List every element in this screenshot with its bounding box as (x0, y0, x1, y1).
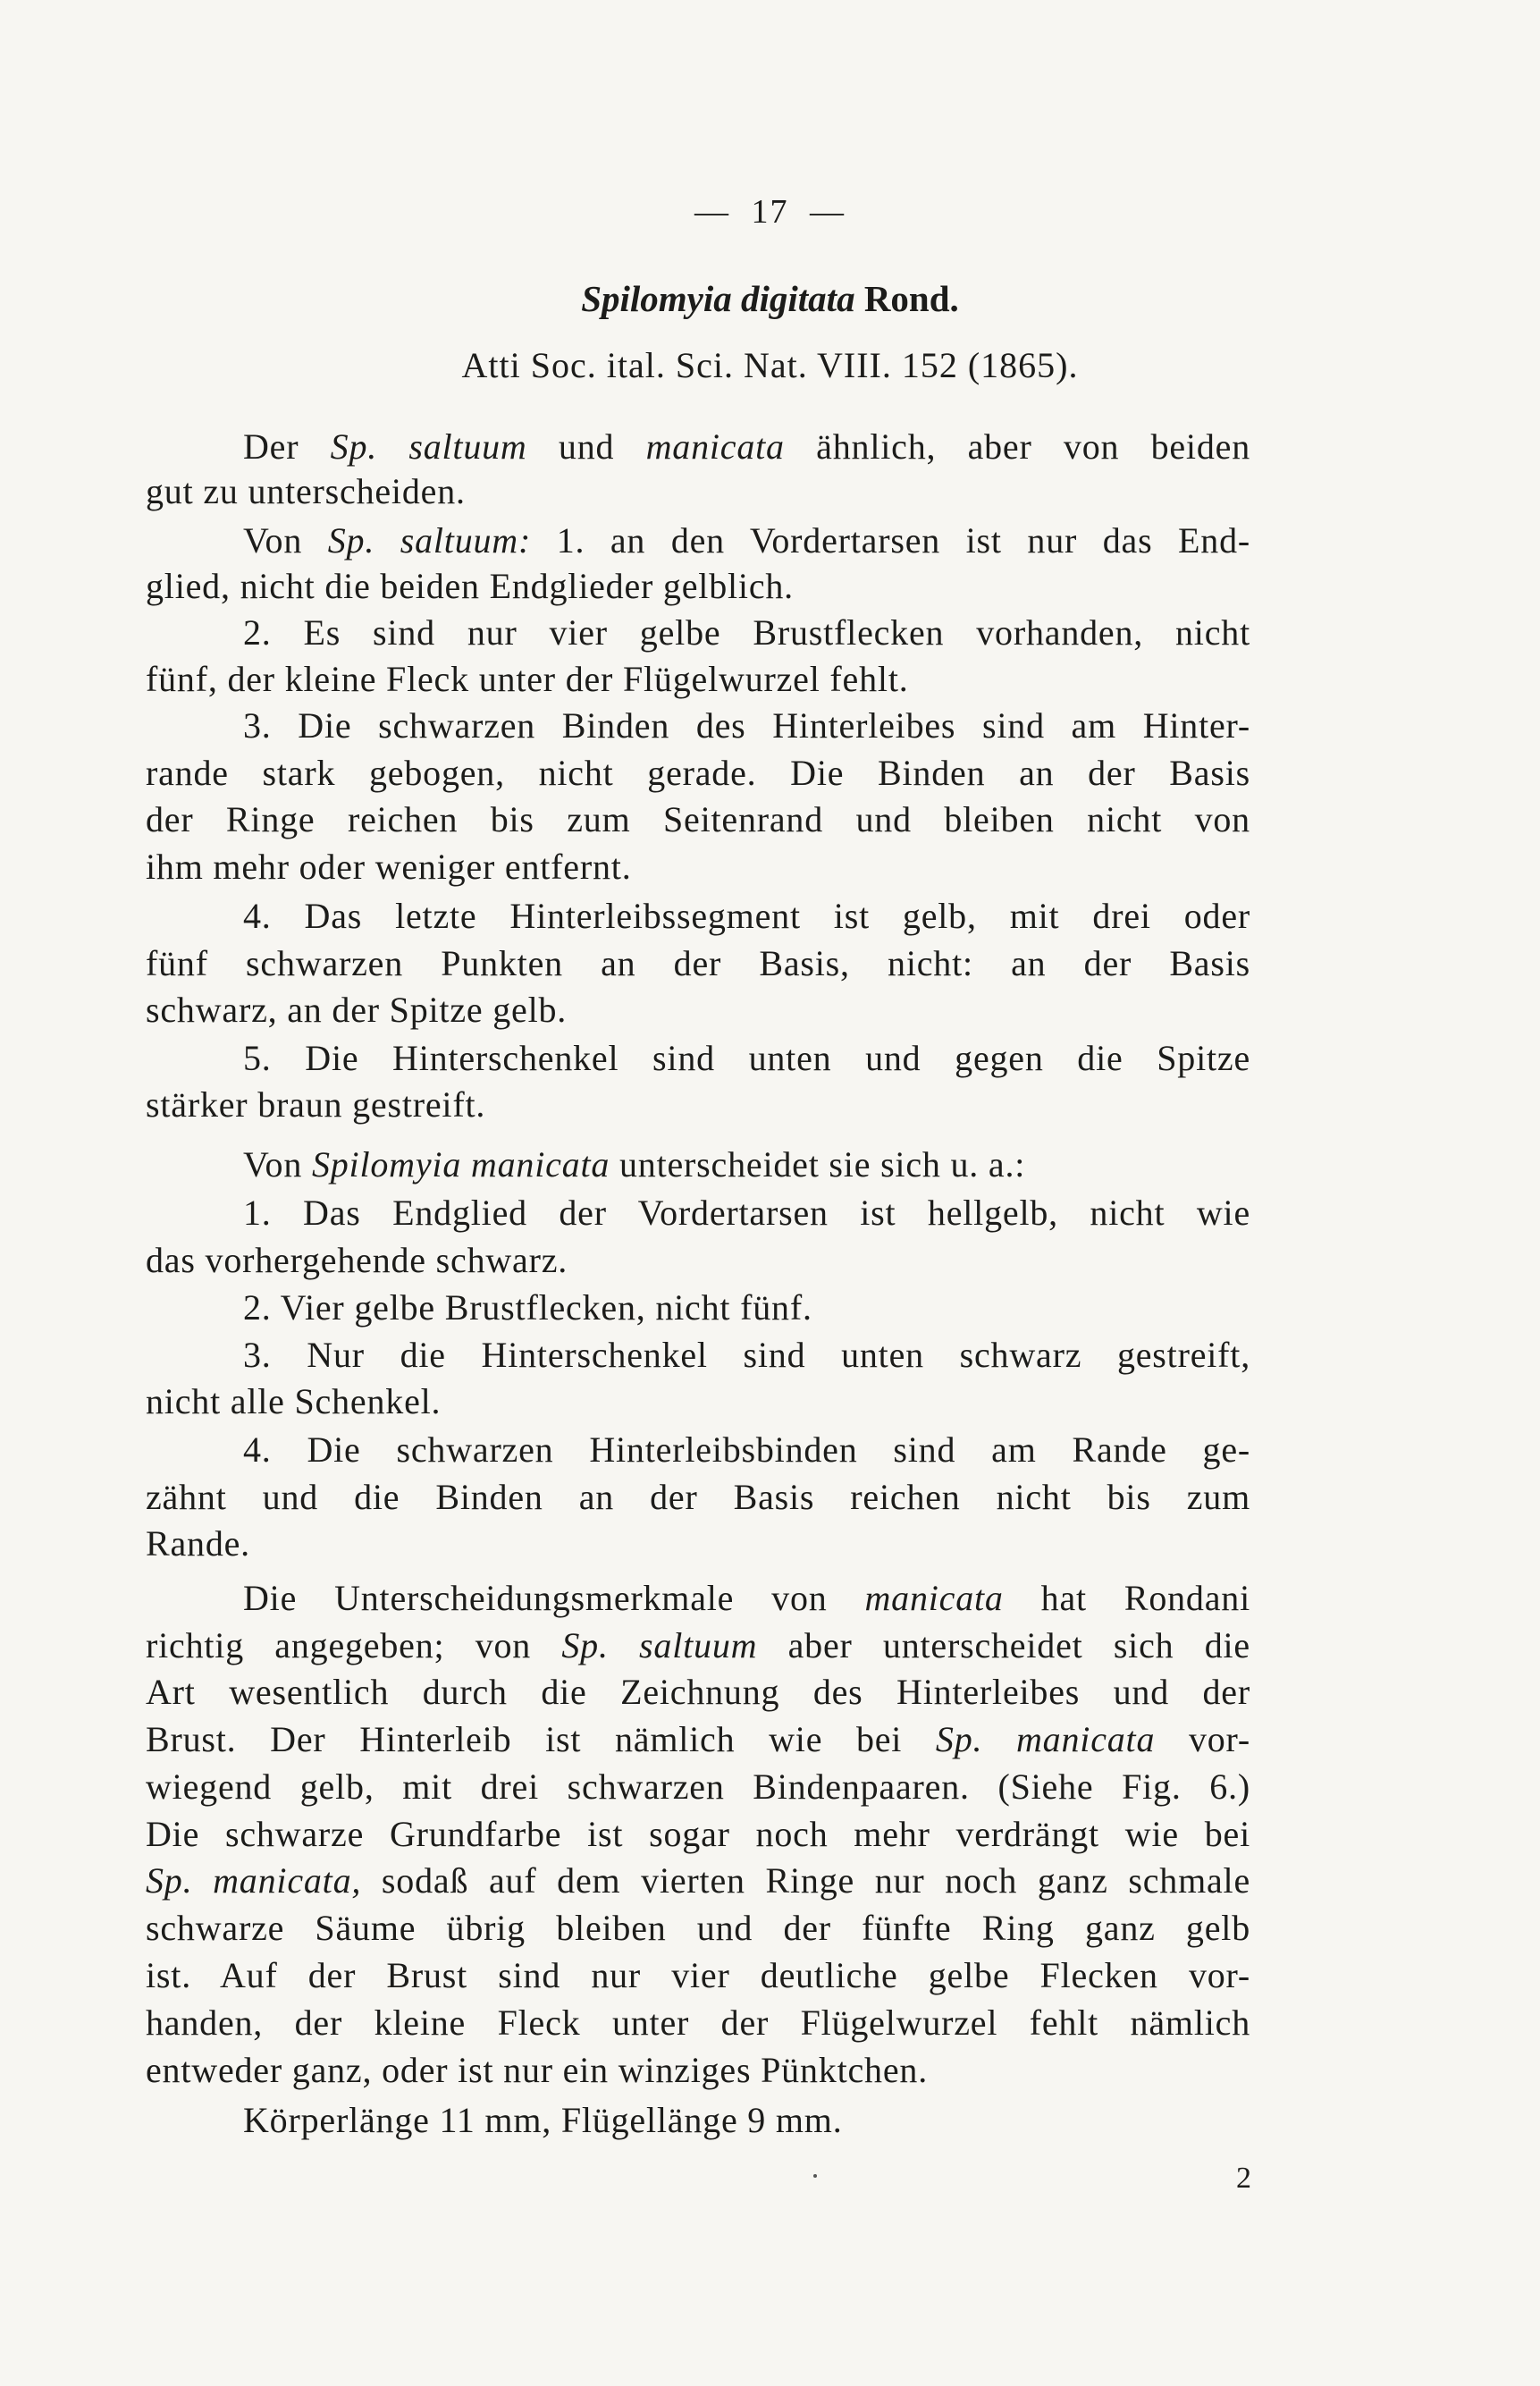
species-heading (0, 277, 1540, 320)
text-line: Die Unterscheidungsmerkmale von manicata hat Rondani (243, 1578, 1251, 1618)
text-line: fünf, der kleine Fleck unter der Flügelwurzel fehlt. (146, 659, 909, 699)
text-line: handen, der kleine Fleck unter der Flügelwurzel fehlt nämlich (146, 2002, 1250, 2043)
text-line: zähnt und die Binden an der Basis reichen nicht bis zum (146, 1477, 1250, 1517)
text-line: Brust. Der Hinterleib ist nämlich wie bei Sp. manicata vor- (146, 1719, 1250, 1759)
text-line: 2. Vier gelbe Brustflecken, nicht fünf. (243, 1287, 812, 1328)
text-line: schwarz, an der Spitze gelb. (146, 990, 568, 1030)
text-line: entweder ganz, oder ist nur ein winziges Pünktchen. (146, 2050, 928, 2090)
text-line: Rande. (146, 1523, 250, 1564)
signature-mark: 2 (1236, 2162, 1251, 2195)
text-line: schwarze Säume übrig bleiben und der fünfte Ring ganz gelb (146, 1908, 1250, 1948)
text-line: der Ringe reichen bis zum Seitenrand und bleiben nicht von (146, 799, 1250, 839)
text-line: Von Sp. saltuum: 1. an den Vordertarsen ist nur das End- (243, 520, 1250, 561)
text-line: rande stark gebogen, nicht gerade. Die Binden an der Basis (146, 753, 1250, 793)
text-line: 4. Die schwarzen Hinterleibsbinden sind am Rande ge- (243, 1429, 1250, 1470)
text-line: Die schwarze Grundfarbe ist sogar noch mehr verdrängt wie bei (146, 1814, 1250, 1854)
text-line: richtig angegeben; von Sp. saltuum aber unterscheidet sich die (146, 1625, 1250, 1665)
text-line: stärker braun gestreift. (146, 1084, 486, 1125)
text-line: wiegend gelb, mit drei schwarzen Bindenpaaren. (Siehe Fig. 6.) (146, 1766, 1250, 1807)
text-line: das vorhergehende schwarz. (146, 1240, 568, 1280)
text-line: Sp. manicata, sodaß auf dem vierten Ringe nur noch ganz schmale (146, 1860, 1250, 1901)
text-line: 4. Das letzte Hinterleibssegment ist gelb, mit drei oder (243, 896, 1250, 936)
text-line: nicht alle Schenkel. (146, 1381, 442, 1421)
print-speck (813, 2174, 817, 2178)
species-author: Rond. (863, 278, 959, 319)
text-line: glied, nicht die beiden Endglieder gelblich. (146, 566, 794, 606)
citation: Atti Soc. ital. Sci. Nat. VIII. 152 (1865). (461, 345, 1079, 385)
page-number: — 17 — (694, 193, 846, 231)
species-name: Spilomyia digitata (581, 278, 855, 319)
text-line: 5. Die Hinterschenkel sind unten und gegen die Spitze (243, 1038, 1250, 1078)
text-line: 3. Nur die Hinterschenkel sind unten schwarz gestreift, (243, 1335, 1250, 1375)
text-line: Körperlänge 11 mm, Flügellänge 9 mm. (243, 2100, 843, 2140)
text-line: 2. Es sind nur vier gelbe Brustflecken vorhanden, nicht (243, 612, 1250, 653)
text-line: 1. Das Endglied der Vordertarsen ist hellgelb, nicht wie (243, 1193, 1250, 1233)
text-line: Art wesentlich durch die Zeichnung des Hinterleibes und der (146, 1672, 1250, 1712)
text-line: Von Spilomyia manicata unterscheidet sie sich u. a.: (243, 1144, 1026, 1185)
text-line: ihm mehr oder weniger entfernt. (146, 847, 632, 887)
text-line: ist. Auf der Brust sind nur vier deutliche gelbe Flecken vor- (146, 1955, 1250, 1995)
text-line: gut zu unterscheiden. (146, 471, 466, 511)
text-line: Der Sp. saltuum und manicata ähnlich, aber von beiden (243, 426, 1250, 467)
text-line: fünf schwarzen Punkten an der Basis, nicht: an der Basis (146, 943, 1250, 983)
text-line: 3. Die schwarzen Binden des Hinterleibes sind am Hinter- (243, 705, 1250, 746)
